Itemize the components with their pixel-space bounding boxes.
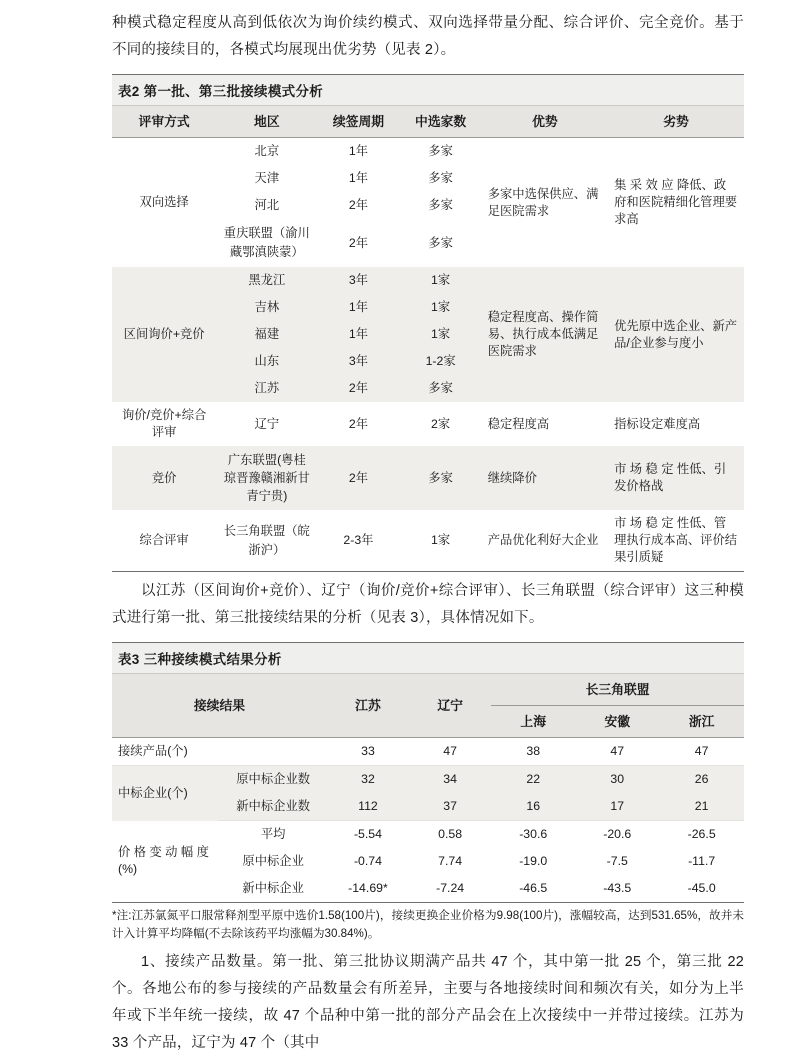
table-row [112, 138, 744, 166]
table3-cell: 7.74 [438, 854, 463, 868]
table2-cycle: 2年 [348, 198, 369, 212]
table2-col-0: 评审方式 [112, 106, 216, 138]
table2-mode: 综合评审 [139, 533, 189, 547]
table2-advantage: 继续降价 [487, 470, 537, 485]
table2-count: 多家 [428, 470, 453, 485]
table2-cycle: 1年 [348, 171, 369, 185]
table2-region: 广东联盟(粤桂琼晋豫赣湘新甘青宁贵) [223, 453, 310, 503]
table3-col-group: 长三角联盟 [491, 674, 744, 706]
table2-region: 吉林 [254, 300, 280, 314]
table2-cycle: 1年 [348, 327, 369, 341]
table3-cell: -26.5 [687, 827, 716, 841]
table2-mode: 双向选择 [139, 195, 189, 209]
table2-region: 黑龙江 [248, 273, 286, 287]
table2-disadvantage: 市 场 稳 定 性低、引发价格战 [614, 462, 727, 493]
table2-header-row [112, 106, 744, 138]
table3-header-row [112, 674, 744, 706]
table2-advantage: 多家中选保供应、满足医院需求 [487, 186, 599, 218]
table3-note: *注:江苏氯氮平口服常释剂型平原中选价1.58(100片)，接续更换企业价格为9.98(100片)，涨幅较高，达到531.65%，故并未计入计算平均降幅(不去除该药平均涨幅为30.84%)。 [112, 909, 744, 940]
table3-col-jiangsu: 江苏 [327, 674, 409, 738]
table3-row-sublabel: 新中标企业数 [219, 793, 326, 821]
table2-mode: 竞价 [151, 470, 177, 485]
table2-col-5: 劣势 [608, 106, 744, 138]
table2-count: 1-2家 [425, 354, 456, 368]
table3-cell: 0.58 [438, 827, 463, 841]
table3 [112, 674, 744, 902]
table3-col-liaoning: 辽宁 [409, 674, 491, 738]
table2-region: 辽宁 [254, 416, 280, 431]
intro-paragraph: 种模式稳定程度从高到低依次为询价续约模式、双向选择带量分配、综合评价、完全竞价。基于不同的接续目的，各模式均展现出优劣势（见表 2）。 [112, 15, 744, 58]
table2-cycle: 2年 [348, 235, 369, 250]
table3-cell: -7.5 [606, 854, 628, 868]
table3-cell: 17 [575, 793, 659, 821]
table2-count: 多家 [428, 171, 453, 185]
table2-mode: 询价/竞价+综合评审 [121, 408, 207, 439]
table2-region: 北京 [254, 144, 280, 158]
table3-cell: 32 [361, 772, 375, 786]
table2-region: 河北 [254, 198, 280, 212]
table2-caption: 表2 第一批、第三批接续模式分析 [112, 74, 744, 106]
table2-count: 2家 [431, 416, 451, 431]
table3-cell: 22 [526, 772, 541, 786]
table2-cycle: 2年 [348, 381, 369, 395]
table2-count: 1家 [431, 533, 451, 547]
table2-col-1: 地区 [216, 106, 317, 138]
table3-caption: 表3 三种接续模式结果分析 [112, 642, 744, 674]
table3-cell: -19.0 [519, 854, 548, 868]
table2-count: 多家 [428, 235, 453, 250]
table3-block [112, 642, 744, 943]
table2-cycle: 2年 [348, 416, 369, 431]
table2 [112, 106, 744, 571]
table2-disadvantage: 指标设定难度高 [614, 416, 701, 431]
table-row [112, 510, 744, 571]
table3-cell: 47 [659, 738, 744, 766]
table3-cell: 26 [694, 772, 709, 786]
table3-cell: 34 [443, 772, 457, 786]
table3-cell: -0.74 [353, 854, 382, 868]
table-row [112, 446, 744, 510]
table2-disadvantage: 优先原中选企业、新产品/企业参与度小 [614, 318, 738, 350]
table3-col-shanghai: 上海 [491, 706, 575, 738]
table3-cell: -45.0 [687, 881, 716, 895]
table2-cycle: 1年 [348, 144, 369, 158]
table3-cell: 16 [491, 793, 575, 821]
outro-paragraph: 1、接续产品数量。第一批、第三批协议期满产品共 47 个，其中第一批 25 个，第三批 22 个。各地公布的参与接续的产品数量会有所差异，主要与各地接续时间和频次有关，如分为上半年或下半年统一接续，故 47 个品种中第一批的部分产品会在上次接续中一并带过接续。江苏为 33 个产品，辽宁为 47 个（其中 [112, 954, 744, 1051]
table3-cell: -46.5 [519, 881, 548, 895]
table2-advantage: 产品优化利好大企业 [487, 533, 599, 547]
table2-count: 1家 [431, 300, 451, 314]
table3-col-anhui: 安徽 [575, 706, 659, 738]
table3-cell: -5.54 [353, 827, 382, 841]
table2-count: 1家 [431, 273, 451, 287]
table3-row-sublabel: 原中标企业数 [236, 772, 311, 786]
table3-cell: 33 [327, 738, 409, 766]
table2-count: 1家 [431, 327, 451, 341]
table3-row-sublabel: 新中标企业 [242, 881, 304, 895]
table3-cell: 38 [491, 738, 575, 766]
table3-cell: 47 [575, 738, 659, 766]
table2-count: 多家 [428, 381, 453, 395]
table-row [112, 766, 744, 794]
table-row [112, 402, 744, 446]
table2-advantage: 稳定程度高 [487, 416, 550, 431]
table2-cycle: 1年 [348, 300, 369, 314]
table2-mode: 区间询价+竞价 [123, 327, 205, 341]
table3-bottom-rule [112, 902, 744, 903]
table2-region: 长三角联盟（皖浙沪） [223, 523, 310, 557]
table2-region: 重庆联盟（渝川藏鄂滇陕蒙） [223, 226, 310, 259]
table2-disadvantage: 集 采 效 应 降低、政府和医院精细化管理要求高 [614, 178, 738, 226]
table2-cycle: 3年 [348, 273, 369, 287]
table3-row-label: 价 格 变 动 幅 度(%) [118, 845, 209, 877]
table-row [112, 821, 744, 849]
table3-row-label: 中标企业(个) [118, 785, 188, 800]
table2-advantage: 稳定程度高、操作简易、执行成本低满足医院需求 [487, 310, 599, 358]
table2-cycle: 2-3年 [343, 533, 374, 547]
table3-cell: -43.5 [603, 881, 632, 895]
table2-col-4: 优势 [482, 106, 608, 138]
table2-cycle: 2年 [348, 470, 369, 485]
table3-cell: 112 [327, 793, 409, 821]
table2-region: 天津 [254, 171, 280, 185]
table2-region: 福建 [254, 327, 280, 341]
table3-cell: 37 [409, 793, 491, 821]
table3-cell: 47 [409, 738, 491, 766]
table2-count: 多家 [428, 144, 453, 158]
table3-col-zhejiang: 浙江 [659, 706, 744, 738]
table2-cycle: 3年 [348, 354, 369, 368]
table-row [112, 267, 744, 294]
table2-region: 江苏 [254, 381, 280, 395]
table2-region: 山东 [254, 354, 280, 368]
table2-bottom-rule [112, 571, 744, 572]
table3-col-result: 接续结果 [112, 674, 327, 738]
table-row [112, 738, 744, 766]
table2-block [112, 74, 744, 572]
table3-row-sublabel: 平均 [260, 827, 286, 841]
table2-count: 多家 [428, 198, 453, 212]
table3-row-sublabel: 原中标企业 [242, 854, 304, 868]
table3-row-label: 接续产品(个) [112, 738, 327, 766]
table3-cell: -11.7 [688, 854, 716, 868]
mid-paragraph: 以江苏（区间询价+竞价）、辽宁（询价/竞价+综合评审）、长三角联盟（综合评审）这三种模式进行第一批、第三批接续结果的分析（见表 3），具体情况如下。 [112, 583, 744, 626]
table3-cell: -14.69* [348, 881, 388, 895]
table3-cell: 21 [659, 793, 744, 821]
table3-cell: 30 [610, 772, 625, 786]
table2-disadvantage: 市 场 稳 定 性低、管理执行成本高、评价结果引质疑 [614, 516, 738, 564]
table2-col-3: 中选家数 [400, 106, 482, 138]
table3-cell: -30.6 [519, 827, 548, 841]
table2-col-2: 续签周期 [317, 106, 399, 138]
table3-cell: -20.6 [603, 827, 632, 841]
table3-cell: -7.24 [436, 881, 465, 895]
